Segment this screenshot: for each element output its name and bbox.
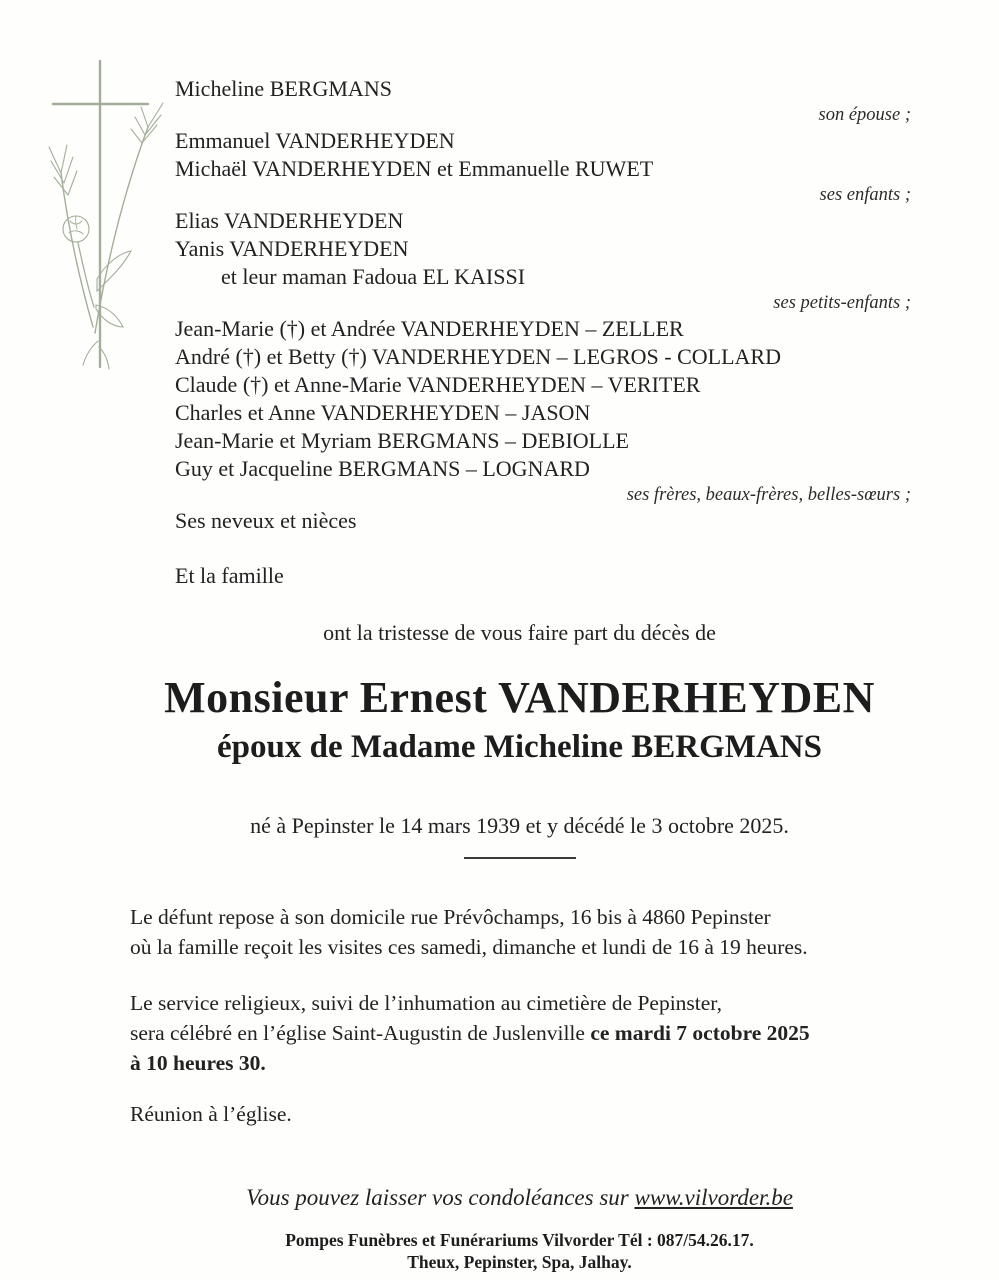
service-paragraph	[130, 988, 909, 1078]
birth-death-dates: né à Pepinster le 14 mars 1939 et y décédé le 3 octobre 2025.	[250, 813, 789, 838]
family-member-name: Claude (†) et Anne-Marie VANDERHEYDEN – VERITER	[175, 372, 701, 397]
family-member-name: Jean-Marie et Myriam BERGMANS – DEBIOLLE	[175, 428, 629, 453]
relationship-label-grandchildren: ses petits-enfants ;	[773, 293, 911, 313]
funeral-home-footer	[0, 1229, 999, 1273]
condolences-line	[0, 1183, 999, 1213]
deceased-spouse-line: époux de Madame Micheline BERGMANS	[217, 729, 822, 765]
family-member-name: Jean-Marie (†) et Andrée VANDERHEYDEN – ZELLER	[175, 316, 684, 341]
funeral-home-locations: Theux, Pepinster, Spa, Jalhay.	[407, 1252, 632, 1272]
relationship-label-siblings: ses frères, beaux-frères, belles-sœurs ;	[626, 485, 911, 505]
family-member-name: Et la famille	[175, 563, 284, 588]
service-line-1: Le service religieux, suivi de l’inhumation au cimetière de Pepinster,	[130, 991, 722, 1015]
relationship-label-children: ses enfants ;	[819, 185, 911, 205]
family-names-list	[175, 75, 911, 590]
condolences-text: Vous pouvez laisser vos condoléances sur	[246, 1185, 635, 1210]
section-divider	[464, 857, 576, 859]
service-date-emphasis: ce mardi 7 octobre 2025	[590, 1021, 810, 1045]
family-member-name: Charles et Anne VANDERHEYDEN – JASON	[175, 400, 591, 425]
condolences-website-link: www.vilvorder.be	[634, 1185, 793, 1210]
funeral-home-name-phone: Pompes Funèbres et Funérariums Vilvorder Tél : 087/54.26.17.	[285, 1230, 754, 1250]
family-member-name: Yanis VANDERHEYDEN	[175, 236, 409, 261]
family-member-name: Michaël VANDERHEYDEN et Emmanuelle RUWET	[175, 156, 654, 181]
family-member-name: Micheline BERGMANS	[175, 76, 392, 101]
family-member-name: et leur maman Fadoua EL KAISSI	[221, 264, 526, 289]
repose-paragraph	[130, 902, 909, 962]
family-member-name: Emmanuel VANDERHEYDEN	[175, 128, 455, 153]
reunion-line: Réunion à l’église.	[130, 1102, 292, 1126]
deceased-name-title: Monsieur Ernest VANDERHEYDEN	[164, 673, 875, 722]
announcement-line: ont la tristesse de vous faire part du décès de	[323, 620, 716, 645]
family-member-name: Guy et Jacqueline BERGMANS – LOGNARD	[175, 456, 590, 481]
repose-line-2: où la famille reçoit les visites ces samedi, dimanche et lundi de 16 à 19 heures.	[130, 935, 808, 959]
relationship-label-spouse: son épouse ;	[818, 105, 911, 125]
family-member-name: Elias VANDERHEYDEN	[175, 208, 404, 233]
service-line-2-text: sera célébré en l’église Saint-Augustin de Juslenville	[130, 1021, 591, 1045]
memorial-cross-flowers-icon	[45, 55, 175, 375]
service-line-2	[130, 1018, 909, 1048]
family-member-name: Ses neveux et nièces	[175, 508, 357, 533]
service-time-emphasis: à 10 heures 30.	[130, 1051, 266, 1075]
repose-line-1: Le défunt repose à son domicile rue Prévôchamps, 16 bis à 4860 Pepinster	[130, 905, 771, 929]
family-member-name: André (†) et Betty (†) VANDERHEYDEN – LEGROS - COLLARD	[175, 344, 781, 369]
